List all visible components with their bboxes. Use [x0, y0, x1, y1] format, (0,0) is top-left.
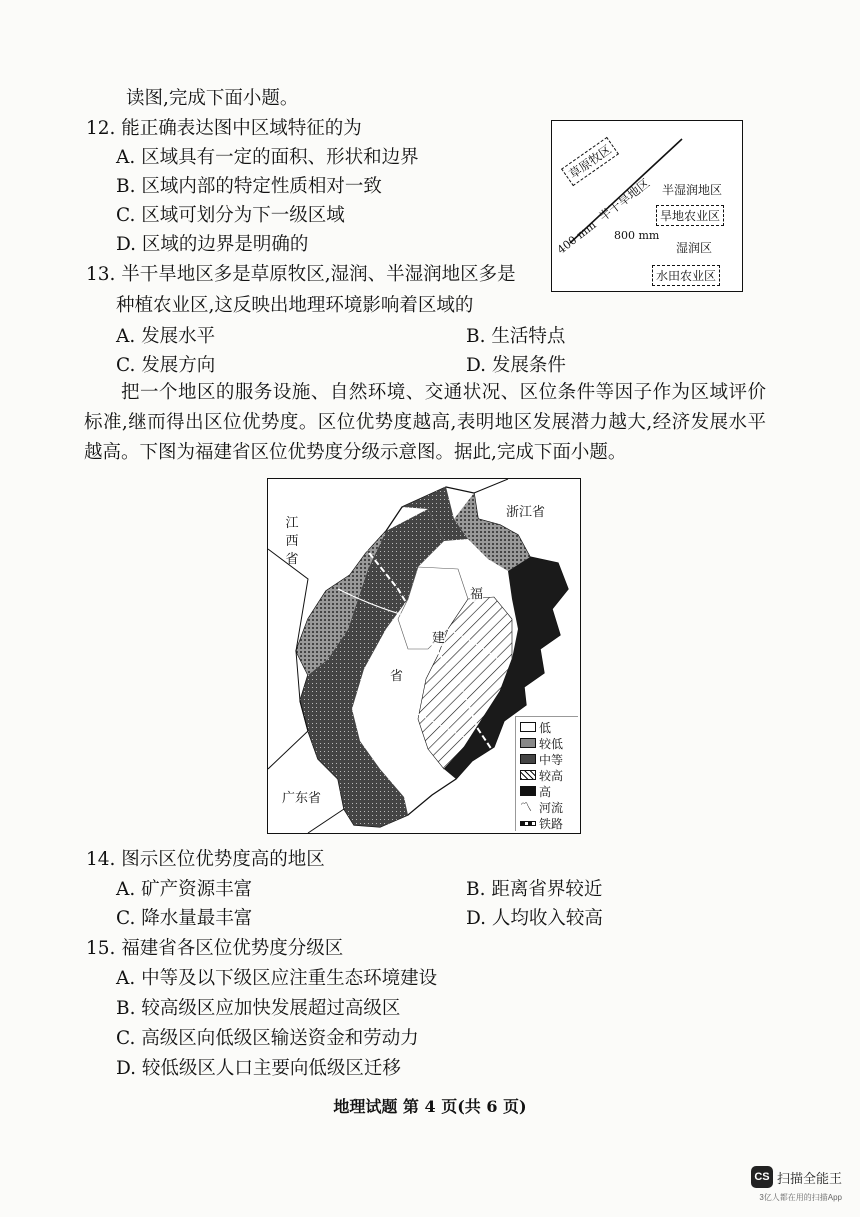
border-guangdong [308, 809, 344, 833]
scanner-tagline: 3亿人都在用的扫描App [759, 1193, 842, 1202]
cs-logo-icon: CS [751, 1166, 773, 1188]
q14-option-a: A. 矿产资源丰富 [116, 879, 253, 900]
q13-option-d: D. 发展条件 [466, 355, 566, 376]
q14-option-b: B. 距离省界较近 [466, 879, 603, 900]
q15-option-b: B. 较高级区应加快发展超过高级区 [116, 998, 401, 1019]
scanner-badge [751, 1166, 842, 1188]
dryfarm-box: 旱地农业区 [656, 205, 724, 226]
legend-swatch-medium [520, 754, 536, 764]
q15-stem: 15. 福建省各区位优势度分级区 [86, 938, 344, 959]
q12-option-b: B. 区域内部的特定性质相对一致 [116, 176, 382, 197]
q15-option-c: C. 高级区向低级区输送资金和劳动力 [116, 1028, 419, 1049]
label-zhejiang: 浙江省 [506, 501, 545, 520]
q14-stem: 14. 图示区位优势度高的地区 [86, 849, 325, 870]
legend-river-icon: 〽 [520, 800, 533, 814]
border-zhejiang [474, 479, 508, 493]
paddy-box: 水田农业区 [652, 265, 720, 286]
label-jiangxi-3: 省 [285, 552, 299, 567]
q12-stem: 12. 能正确表达图中区域特征的为 [86, 118, 362, 139]
legend-low: 低 [520, 719, 551, 735]
grassland-box: 草原牧区 [561, 137, 619, 186]
q15-option-a: A. 中等及以下级区应注重生态环境建设 [116, 968, 438, 989]
q15-option-d: D. 较低级区人口主要向低级区迁移 [116, 1058, 401, 1079]
q13-option-b: B. 生活特点 [466, 326, 566, 347]
legend-higher: 较高 [520, 767, 563, 783]
q14-option-d: D. 人均收入较高 [466, 908, 603, 929]
q13-option-a: A. 发展水平 [116, 326, 216, 347]
q13-stem-line1: 13. 半干旱地区多是草原牧区,湿润、半湿润地区多是 [86, 264, 516, 285]
region-diagram [551, 120, 743, 292]
label-jiangxi-1: 江 [285, 516, 299, 531]
page-footer: 地理试题 第 4 页(共 6 页) [333, 1097, 527, 1116]
q13-stem-line2: 种植农业区,这反映出地理环境影响着区域的 [116, 295, 474, 316]
intro-text: 读图,完成下面小题。 [126, 88, 299, 109]
label-guangdong: 广东省 [282, 787, 321, 806]
label-fu: 福 [470, 583, 483, 602]
q14-option-c: C. 降水量最丰富 [116, 908, 253, 929]
legend-swatch-high [520, 786, 536, 796]
semihumid-label: 半湿润地区 [662, 183, 723, 197]
fujian-map [267, 478, 581, 834]
legend-railway-icon [520, 821, 536, 826]
q12-option-a: A. 区域具有一定的面积、形状和边界 [116, 147, 419, 168]
label-jian: 建 [432, 627, 445, 646]
scanner-name: 扫描全能王 [776, 1170, 842, 1186]
legend-lower: 较低 [520, 735, 563, 751]
iso800-label: 800 mm [614, 229, 660, 242]
legend-railway: 铁路 [520, 815, 563, 831]
legend-medium: 中等 [520, 751, 563, 767]
passage [84, 378, 766, 468]
legend-swatch-low [520, 722, 536, 732]
semiarid-label: 半干旱地区 [596, 175, 653, 224]
legend-swatch-higher [520, 770, 536, 780]
iso400-label: 400 mm [554, 218, 599, 257]
humid-label: 湿润区 [676, 241, 713, 255]
map-legend [515, 716, 578, 831]
label-jiangxi [284, 515, 300, 569]
q12-option-d: D. 区域的边界是明确的 [116, 234, 309, 255]
legend-river: 〽 河流 [520, 800, 564, 815]
label-jiangxi-2: 西 [285, 534, 299, 549]
legend-swatch-lower [520, 738, 536, 748]
legend-high: 高 [520, 783, 551, 799]
passage-text: 把一个地区的服务设施、自然环境、交通状况、区位条件等因子作为区域评价标准,继而得出区位优势度。区位优势度越高,表明地区发展潜力越大,经济发展水平越高。下图为福建省区位优势度分级示意图。据此,完成下面小题。 [84, 382, 766, 463]
q13-option-c: C. 发展方向 [116, 355, 216, 376]
q12-option-c: C. 区域可划分为下一级区域 [116, 205, 345, 226]
label-sheng: 省 [390, 665, 403, 684]
